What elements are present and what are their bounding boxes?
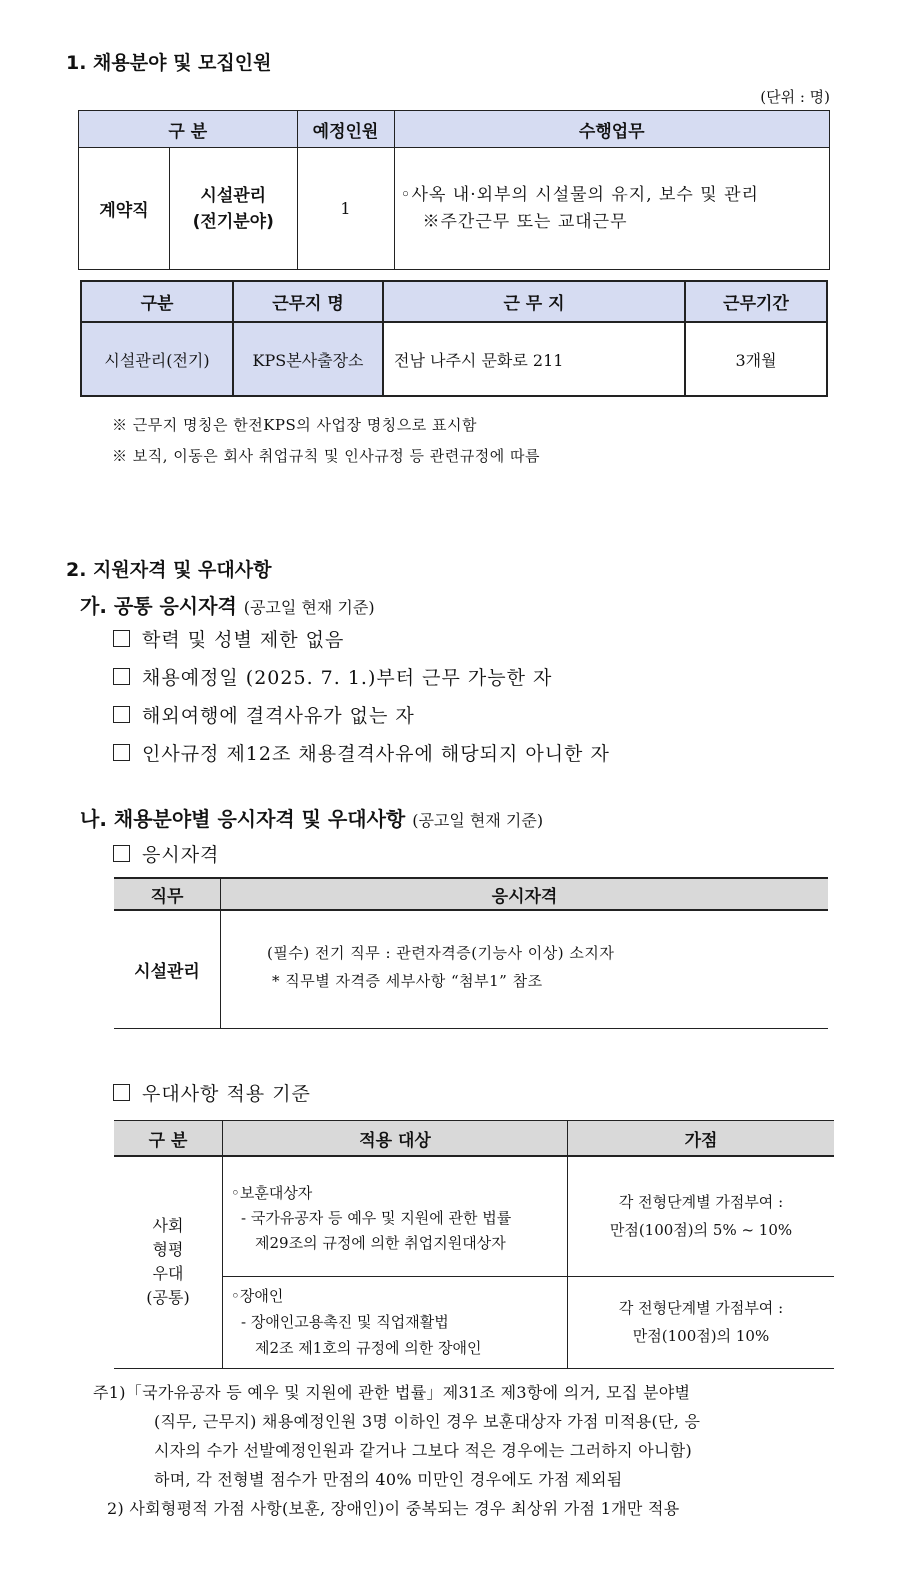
preference-table [114,1120,834,1369]
pref-target-line: 제29조의 규정에 의한 취업지원대상자 [255,1234,506,1252]
common-qual-item [113,701,415,728]
pref-points-line: 만점(100점)의 10% [632,1327,770,1345]
pref-points-line: 만점(100점)의 5% ~ 10% [609,1221,793,1240]
ws-name: KPS본사출장소 [233,322,383,396]
common-qual-item [113,739,610,766]
pref-header-target: 적용 대상 [223,1121,568,1157]
field-line1: 시설관리 [200,185,267,206]
header-category: 구 분 [79,111,298,148]
footnote-line: 시자의 수가 선발예정인원과 같거나 그보다 적은 경우에는 그러하지 아니함) [154,1441,693,1460]
field-qual-title: 나. 채용분야별 응시자격 및 우대사항 [80,807,406,831]
pref-category-line: (공통) [146,1288,190,1308]
footnote-line: 주1)「국가유공자 등 예우 및 지원에 관한 법률」제31조 제3항에 의거, 모집 분야별 [93,1383,691,1402]
common-qual-sub: (공고일 현재 기준) [243,598,375,617]
unit-label: (단위 : 명) [760,88,830,106]
pref-category-line: 형평 [152,1240,184,1260]
qual-label-text: 응시자격 [142,844,220,866]
field-qual-heading [80,803,543,832]
pref-target-disabled [223,1276,568,1368]
checkbox-icon [113,1084,130,1101]
pref-category-line: 우대 [152,1264,184,1284]
ws-location: 전남 나주시 문화로 211 [383,322,685,396]
recruit-table [78,110,830,270]
footnote-line: (직무, 근무지) 채용예정인원 3명 이하인 경우 보훈대상자 가점 미적용(단, 응 [154,1412,701,1431]
checkbox-icon [113,668,130,685]
qual-line2: * 직무별 자격증 세부사항 “첨부1” 참조 [272,972,543,990]
note-2: ※ 보직, 이동은 회사 취업규칙 및 인사규정 등 관련규정에 따름 [112,447,540,465]
ws-header-period: 근무기간 [685,281,827,322]
qual-label [113,840,219,867]
count-cell: 1 [297,148,394,270]
checkbox-icon [113,706,130,723]
pref-points-disabled [568,1276,835,1368]
pref-points-line: 각 전형단계별 가점부여 : [618,1193,784,1212]
ws-period: 3개월 [685,322,827,396]
ws-header-name: 근무지 명 [233,281,383,322]
qual-line1: (필수) 전기 직무 : 관련자격증(기능사 이상) 소지자 [267,944,615,962]
field-line2: (전기분야) [192,211,274,232]
type-cell: 계약직 [79,148,170,270]
pref-points-veterans [568,1156,835,1276]
pref-category [114,1156,223,1368]
pref-header-points: 가점 [568,1121,835,1157]
note-1: ※ 근무지 명칭은 한전KPS의 사업장 명칭으로 표시함 [112,416,477,434]
pref-target-line: - 장애인고용촉진 및 직업재활법 [241,1312,449,1331]
ws-header-location: 근 무 지 [383,281,685,322]
checkbox-icon [113,845,130,862]
pref-label-text: 우대사항 적용 기준 [142,1083,311,1105]
header-count: 예정인원 [297,111,394,148]
duty-line1: ◦사옥 내·외부의 시설물의 유지, 보수 및 관리 [400,184,759,205]
checkbox-icon [113,744,130,761]
qual-job: 시설관리 [114,910,221,1028]
worksite-table [80,280,828,397]
pref-category-line: 사회 [152,1216,184,1236]
pref-target-line: ◦장애인 [231,1286,284,1305]
field-qual-sub: (공고일 현재 기준) [412,811,544,830]
section2-title: 2. 지원자격 및 우대사항 [66,559,272,581]
pref-header-category: 구 분 [114,1121,223,1157]
pref-points-line: 각 전형단계별 가점부여 : [618,1299,784,1317]
common-qual-item-text: 학력 및 성별 제한 없음 [142,629,345,651]
qual-content [221,910,829,1028]
ws-header-category: 구분 [81,281,233,322]
qualification-table [114,877,828,1029]
field-cell [170,148,298,270]
duty-line2: ※주간근무 또는 교대근무 [422,211,628,232]
ws-category: 시설관리(전기) [81,322,233,396]
common-qual-item-text: 인사규정 제12조 채용결격사유에 해당되지 아니한 자 [142,743,610,765]
common-qual-title: 가. 공통 응시자격 [80,594,237,618]
common-qual-heading [80,590,375,619]
checkbox-icon [113,630,130,647]
pref-target-line: ◦보훈대상자 [231,1184,313,1202]
qual-header-qual: 응시자격 [221,878,829,910]
qual-header-job: 직무 [114,878,221,910]
footnotes [93,1378,853,1523]
footnote-line: 하며, 각 전형별 점수가 만점의 40% 미만인 경우에도 가점 제외됨 [154,1470,623,1489]
duty-cell [394,148,830,270]
pref-label [113,1079,311,1106]
footnote-line: 2) 사회형평적 가점 사항(보훈, 장애인)이 중복되는 경우 최상위 가점 1개만 적용 [107,1499,680,1518]
common-qual-item [113,625,344,652]
pref-target-line: 제2조 제1호의 규정에 의한 장애인 [255,1338,482,1357]
pref-target-line: - 국가유공자 등 예우 및 지원에 관한 법률 [241,1209,512,1227]
common-qual-item-text: 채용예정일 (2025. 7. 1.)부터 근무 가능한 자 [142,667,553,689]
header-duty: 수행업무 [394,111,830,148]
common-qual-item [113,663,552,690]
common-qual-item-text: 해외여행에 결격사유가 없는 자 [142,705,415,727]
section1-title: 1. 채용분야 및 모집인원 [66,52,272,74]
pref-target-veterans [223,1156,568,1276]
